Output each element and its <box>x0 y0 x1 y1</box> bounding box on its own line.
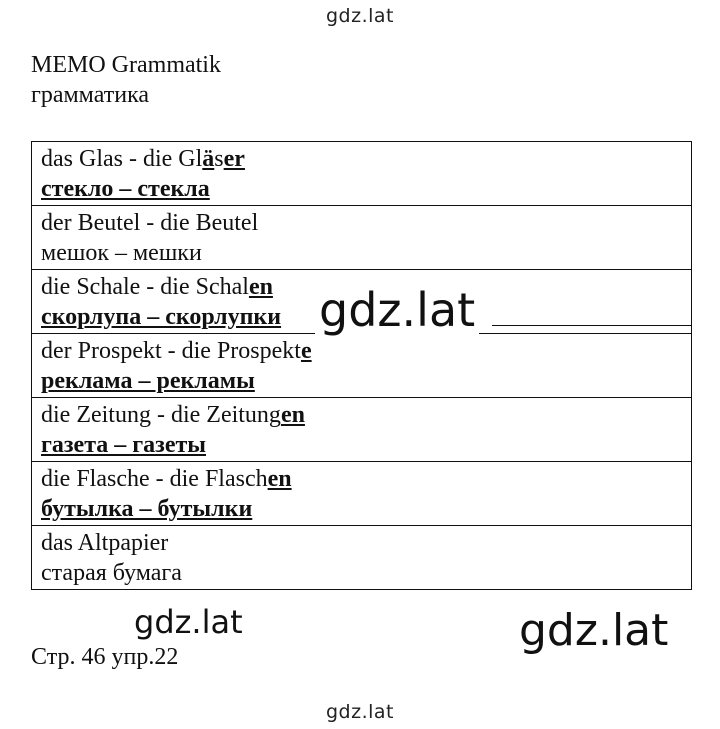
word-text: der Beutel - die Beutel <box>41 210 259 236</box>
heading-title: MEMO Grammatik <box>31 52 221 78</box>
plural-ending-highlight: ä <box>202 146 215 172</box>
vocab-cell <box>32 206 692 270</box>
vocab-cell <box>32 398 692 462</box>
watermark-middle: gdz.lat <box>315 284 479 336</box>
vocab-cell <box>32 142 692 206</box>
table-row <box>32 526 692 590</box>
word-text: die Flasche - die Flasch <box>41 466 268 492</box>
table-row <box>32 398 692 462</box>
watermark-left: gdz.lat <box>134 603 243 641</box>
memo-heading <box>31 50 221 110</box>
table-row <box>32 334 692 398</box>
vocab-cell <box>32 526 692 590</box>
plural-ending-highlight: en <box>280 402 305 428</box>
russian-translation: стекло – стекла <box>41 176 210 202</box>
russian-translation: газета – газеты <box>41 432 206 458</box>
word-text: die Zeitung - die Zeitung <box>41 402 281 428</box>
table-row <box>32 206 692 270</box>
german-word-pair <box>41 528 682 558</box>
word-text: das Glas - die Gl <box>41 146 203 172</box>
word-text: die Schale - die Schal <box>41 274 249 300</box>
plural-ending-highlight: er <box>223 146 245 172</box>
word-text: das Altpapier <box>41 530 169 556</box>
table-row <box>32 142 692 206</box>
heading-subtitle: грамматика <box>31 82 150 108</box>
watermark-underline <box>492 325 692 326</box>
word-text: der Prospekt - die Prospekt <box>41 338 301 364</box>
watermark-top: gdz.lat <box>325 5 394 27</box>
plural-ending-highlight: e <box>300 338 312 364</box>
vocab-cell <box>32 462 692 526</box>
table-row <box>32 462 692 526</box>
russian-translation: реклама – рекламы <box>41 368 255 394</box>
german-word-pair <box>41 400 682 430</box>
russian-translation: скорлупа – скорлупки <box>41 304 282 330</box>
vocabulary-table <box>31 141 692 590</box>
german-word-pair <box>41 144 682 174</box>
german-word-pair <box>41 208 682 238</box>
plural-ending-highlight: en <box>248 274 273 300</box>
vocab-cell <box>32 334 692 398</box>
russian-translation: мешок – мешки <box>41 240 202 266</box>
word-text: s <box>214 146 224 172</box>
plural-ending-highlight: en <box>267 466 292 492</box>
russian-translation: бутылка – бутылки <box>41 496 253 522</box>
watermark-bottom: gdz.lat <box>325 701 394 723</box>
page-exercise-reference: Стр. 46 упр.22 <box>31 644 179 670</box>
german-word-pair <box>41 464 682 494</box>
watermark-right: gdz.lat <box>519 605 669 656</box>
russian-translation: старая бумага <box>41 560 182 586</box>
german-word-pair <box>41 336 682 366</box>
